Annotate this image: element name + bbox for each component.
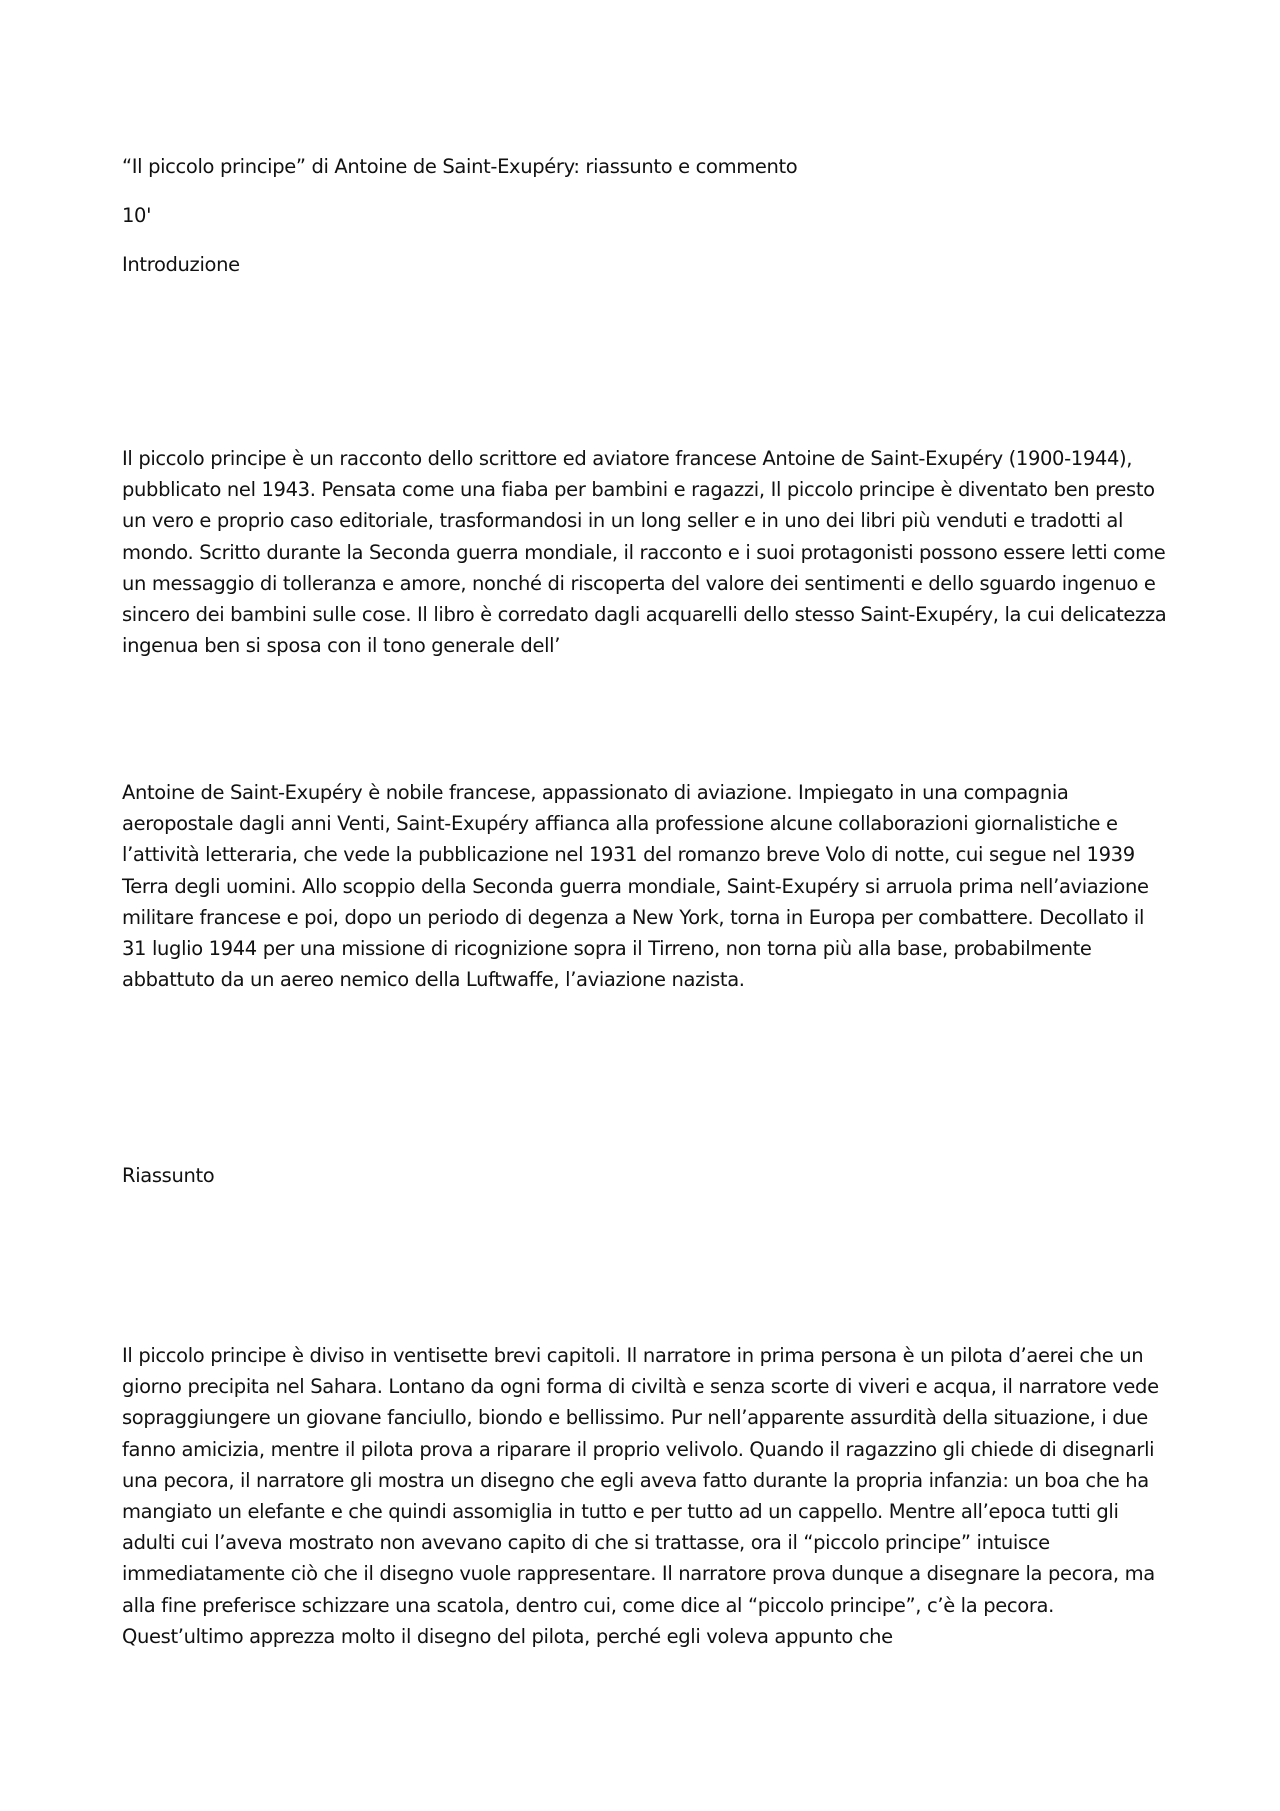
heading-introduzione: Introduzione (122, 253, 240, 276)
author-paragraph: Antoine de Saint-Exupéry è nobile francese, appassionato di aviazione. Impiegato in una compagnia aeropostale dagli anni Venti, Saint-Exupéry affianca alla professione alcune collaborazioni giornalistiche e l’attività letteraria, che vede la pubblicazione nel 1931 del romanzo breve Volo di notte, cui segue nel 1939 Terra degli uomini. Allo scoppio della Seconda guerra mondiale, Saint-Exupéry si arruola prima nell’aviazione militare francese e poi, dopo un periodo di degenza a New York, torna in Europa per combattere. Decollato il 31 luglio 1944 per una missione di ricognizione sopra il Tirreno, non torna più alla base, probabilmente abbattuto da un aereo nemico della Luftwaffe, l’aviazione nazista. (122, 781, 1149, 992)
summary-paragraph-block (122, 1340, 1167, 1652)
summary-paragraph: Il piccolo principe è diviso in ventisette brevi capitoli. Il narratore in prima persona è un pilota d’aerei che un giorno precipita nel Sahara. Lontano da ogni forma di civiltà e senza scorte di viveri e acqua, il narratore vede sopraggiungere un giovane fanciullo, biondo e bellissimo. Pur nell’apparente assurdità della situazione, i due fanno amicizia, mentre il pilota prova a riparare il proprio velivolo. Quando il ragazzino gli chiede di disegnarli una pecora, il narratore gli mostra un disegno che egli aveva fatto durante la propria infanzia: un boa che ha mangiato un elefante e che quindi assomiglia in tutto e per tutto ad un cappello. Mentre all’epoca tutti gli adulti cui l’aveva mostrato non avevano capito di che si trattasse, ora il “piccolo principe” intuisce immediatamente ciò che il disegno vuole rappresentare. Il narratore prova dunque a disegnare la pecora, ma alla fine preferisce schizzare una scatola, dentro cui, come dice al “piccolo principe”, c’è la pecora. Quest’ultimo apprezza molto il disegno del pilota, perché egli voleva appunto che (122, 1344, 1159, 1648)
intro-paragraph-block (122, 443, 1167, 661)
author-paragraph-block (122, 777, 1167, 995)
document-title: “Il piccolo principe” di Antoine de Saint-Exupéry: riassunto e commento (122, 155, 798, 178)
intro-paragraph: Il piccolo principe è un racconto dello scrittore ed aviatore francese Antoine de Saint-Exupéry (1900-1944), pubblicato nel 1943. Pensata come una fiaba per bambini e ragazzi, Il piccolo principe è diventato ben presto un vero e proprio caso editoriale, trasformandosi in un long seller e in uno dei libri più venduti e tradotti al mondo. Scritto durante la Seconda guerra mondiale, il racconto e i suoi protagonisti possono essere letti come un messaggio di tolleranza e amore, nonché di riscoperta del valore dei sentimenti e dello sguardo ingenuo e sincero dei bambini sulle cose. Il libro è corredato dagli acquarelli dello stesso Saint-Exupéry, la cui delicatezza ingenua ben si sposa con il tono generale dell’ (122, 447, 1167, 658)
heading-riassunto: Riassunto (122, 1164, 215, 1187)
reading-time: 10' (122, 204, 152, 227)
